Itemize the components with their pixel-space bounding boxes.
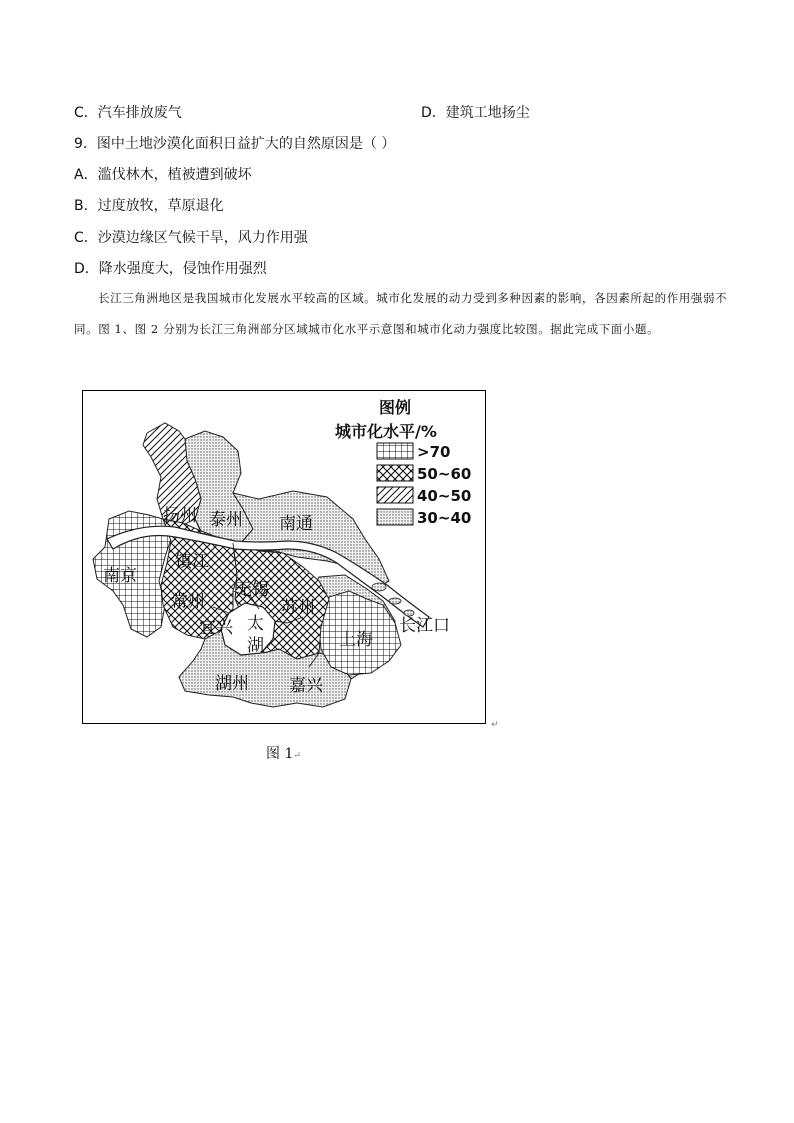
q8-option-d: D．建筑工地扬尘 [421, 105, 530, 121]
label-taihu-2: 湖 [247, 636, 264, 656]
label-taizhou: 泰州 [209, 510, 243, 530]
q9-stem: 9．图中土地沙漠化面积日益扩大的自然原因是（ ） [74, 136, 396, 152]
legend-swatch-grid [377, 443, 413, 459]
island-2 [389, 598, 401, 604]
legend-title-2: 城市化水平/% [335, 422, 437, 441]
label-estuary: 长江口 [399, 616, 450, 636]
q8-option-c: C．汽车排放废气 [74, 105, 182, 121]
legend-label-4: 30~40 [417, 509, 472, 527]
legend-label-2: 50~60 [417, 465, 472, 483]
label-changzhou: 常州 [171, 592, 205, 612]
legend-label-1: >70 [417, 443, 451, 461]
q8-options [74, 104, 530, 122]
intro-paragraph: 长江三角洲地区是我国城市化发展水平较高的区域。城市化发展的动力受到多种因素的影响，各因素所起的作用强弱不同。图 1、图 2 分别为长江三角洲部分区域城市化水平示意图和城市化动力强度比较图。据此完成下面小题。 [74, 291, 728, 336]
legend-swatch-crosshatch [377, 465, 413, 481]
label-nanjing: 南京 [103, 566, 137, 586]
map-svg [83, 391, 485, 723]
q9-option-b: B．过度放牧，草原退化 [74, 198, 224, 214]
label-jiaxing: 嘉兴 [289, 676, 323, 696]
legend-swatch-dots [377, 509, 413, 525]
island-1 [372, 583, 386, 591]
q9-option-a: A．滥伐林木，植被遭到破坏 [74, 167, 252, 183]
legend-label-3: 40~50 [417, 487, 472, 505]
urbanization-map [82, 390, 486, 724]
legend-swatch-diagonal [377, 487, 413, 503]
caption-paragraph-mark: ↵ [293, 751, 301, 761]
label-suzhou: 苏州 [281, 598, 315, 618]
figure-caption [266, 743, 301, 763]
figure-caption-text: 图 1 [266, 746, 294, 762]
label-huzhou: 湖州 [215, 674, 249, 694]
q9-option-d: D．降水强度大，侵蚀作用强烈 [74, 261, 267, 277]
label-yangzhou: 扬州 [163, 506, 197, 526]
label-wuxi: 无锡 [235, 580, 269, 600]
label-shanghai: 上海 [339, 630, 373, 650]
label-taihu-1: 太 [247, 614, 264, 634]
label-yixing: 宜兴 [199, 618, 233, 638]
paragraph-mark: ↵ [491, 720, 499, 730]
label-nantong: 南通 [279, 514, 313, 534]
label-zhenjiang: 镇江 [175, 552, 209, 572]
legend-title-1: 图例 [379, 398, 412, 417]
q9-option-c: C．沙漠边缘区气候干旱，风力作用强 [74, 230, 308, 246]
